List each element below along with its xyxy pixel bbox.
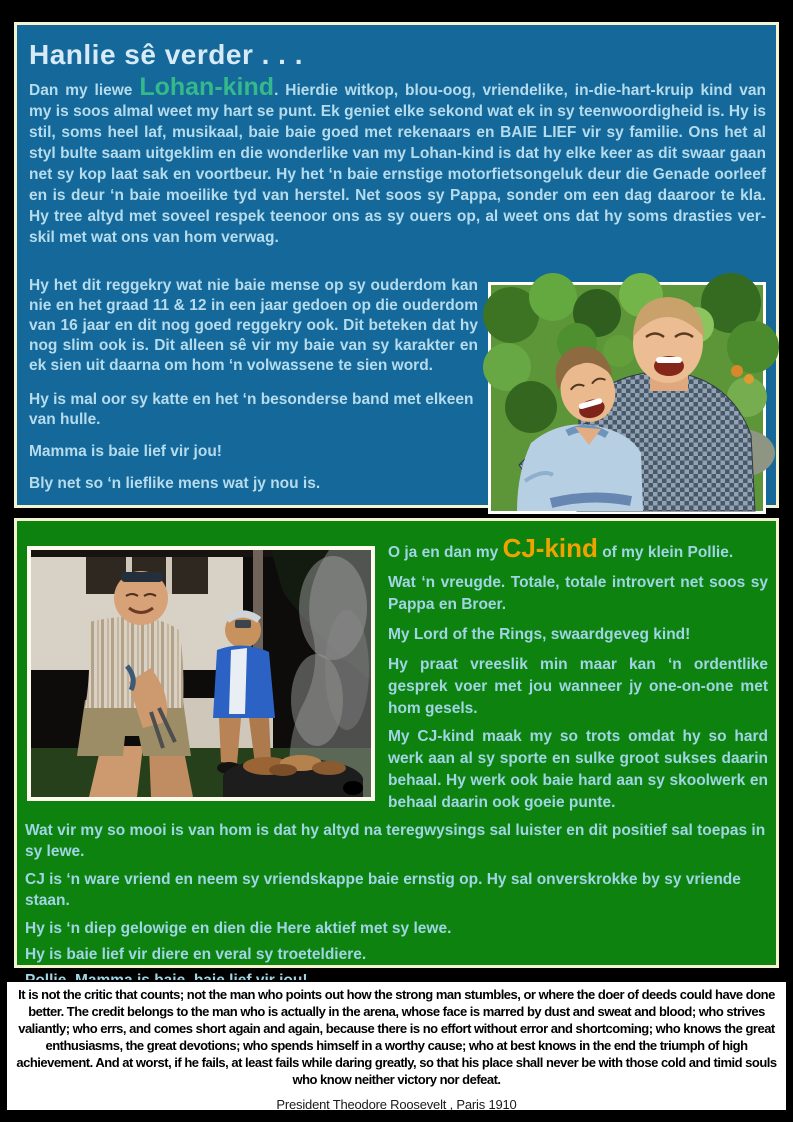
intro-after: . Hierdie witkop, blou-oog, vriendelike, in-die-hart-kruip kind van my is soos almal weet my hart se punt. Ek geniet elke sekond wat ek in sy teenwoordigheid is. Hy is stil, soms heel laf, musikaal, baie baie goed met rekenaars en BAIE LIEF vir sy familie. Ons het al styl bulte saam uitgeklim en die wonderlike van my Lohan-kind is dat hy elke keer as dit swaar gaan net sy kop laat sak en voortbeur. Hy het ‘n baie ernstige motorfietsongeluk deur die Genade oorleef en is deur ‘n baie moeilike tyd van herstel. Net soos sy Pappa, sonder om een dag daaroor te kla. Hy tree altyd met soveel respek teenoor ons as sy ouers op, al weet ons dat hy soms drasties ver-skil met wat ons van hom verwag. (29, 82, 766, 246)
blue-section (14, 22, 779, 508)
blue-paragraph: Bly net so ‘n lieflike mens wat jy nou is. (29, 475, 321, 492)
green-side-paragraph: My Lord of the Rings, swaardgeveg kind! (388, 626, 691, 643)
lohan-kind-name: Lohan-kind (139, 73, 275, 101)
cj-kind-name: CJ-kind (502, 533, 598, 563)
green-side-paragraph: Hy praat vreeslik min maar kan ‘n ordentlike gesprek voer met jou wanneer jy one-on-one met hom gesels. (388, 656, 768, 717)
father-son-photo-illustration (491, 285, 763, 511)
green-full-width-text (25, 814, 768, 991)
photo-braai-night (27, 546, 375, 801)
blue-body (27, 276, 766, 494)
blue-paragraph: Mamma is baie lief vir jou! (29, 443, 222, 460)
quote-section (5, 980, 788, 1112)
cj-after: of my klein Pollie. (597, 544, 734, 561)
green-paragraph: CJ is ‘n ware vriend en neem sy vriendskappe baie ernstig op. Hy sal onverskrokke by sy vriende staan. (25, 871, 741, 909)
photo-father-son-laughing (488, 282, 766, 514)
quote-attribution: President Theodore Roosevelt , Paris 1910 (276, 1097, 517, 1112)
green-side-paragraph: Wat ‘n vreugde. Totale, totale introvert net soos sy Pappa en Broer. (388, 574, 768, 613)
braai-photo-illustration (31, 550, 371, 797)
page-title: Hanlie sê verder . . . (29, 39, 304, 70)
green-paragraph: Wat vir my so mooi is van hom is dat hy altyd na teregwysings sal luister en dit positief sal toepas in sy lewe. (25, 822, 766, 860)
green-side-paragraph: My CJ-kind maak my so trots omdat hy so hard werk aan al sy sporte en sulke groot sukses daarin behaal. Hy werk ook baie hard aan sy skoolwerk en behaal daarin ook goeie punte. (388, 728, 768, 811)
green-paragraph: Hy is baie lief vir diere en veral sy troeteldiere. (25, 946, 367, 963)
roosevelt-quote: It is not the critic that counts; not the man who points out how the strong man stumbles, or where the doer of deeds could have done better. The credit belongs to the man who is actually in the arena, whose face is marred by dust and sweat and blood; who strives valiantly; who errs, and comes short again and again, because there is no effort without error and shortcoming; who knows the great enthusiasms, the great devotions; who spends himself in a worthy cause; who at best knows in the end the triumph of high achievement. And at worst, if he fails, at least fails while daring greatly, so that his place shall never be with those cold and timid souls who know neither victory nor defeat. (16, 987, 777, 1087)
blue-paragraph: Hy is mal oor sy katte en het ‘n besonderse band met elkeen van hulle. (29, 391, 474, 428)
cj-before: O ja en dan my (388, 544, 503, 561)
green-paragraph: Hy is ‘n diep gelowige en dien die Here aktief met sy lewe. (25, 920, 452, 937)
green-body (25, 533, 768, 814)
green-section (14, 518, 779, 968)
blue-paragraph: Hy het dit reggekry wat nie baie mense op sy ouderdom kan nie en het graad 11 & 12 in een jaar gedoen op die ouderdom van 16 jaar en dit nog goed reggekry ook. Dit beteken dat hy nog slim ook is. Dit alleen sê vir my baie van sy karakter en ek sien uit daarna om hom ‘n volwassene te sien word. (29, 277, 478, 374)
intro-before: Dan my liewe (29, 82, 140, 99)
intro-paragraph (29, 73, 766, 248)
